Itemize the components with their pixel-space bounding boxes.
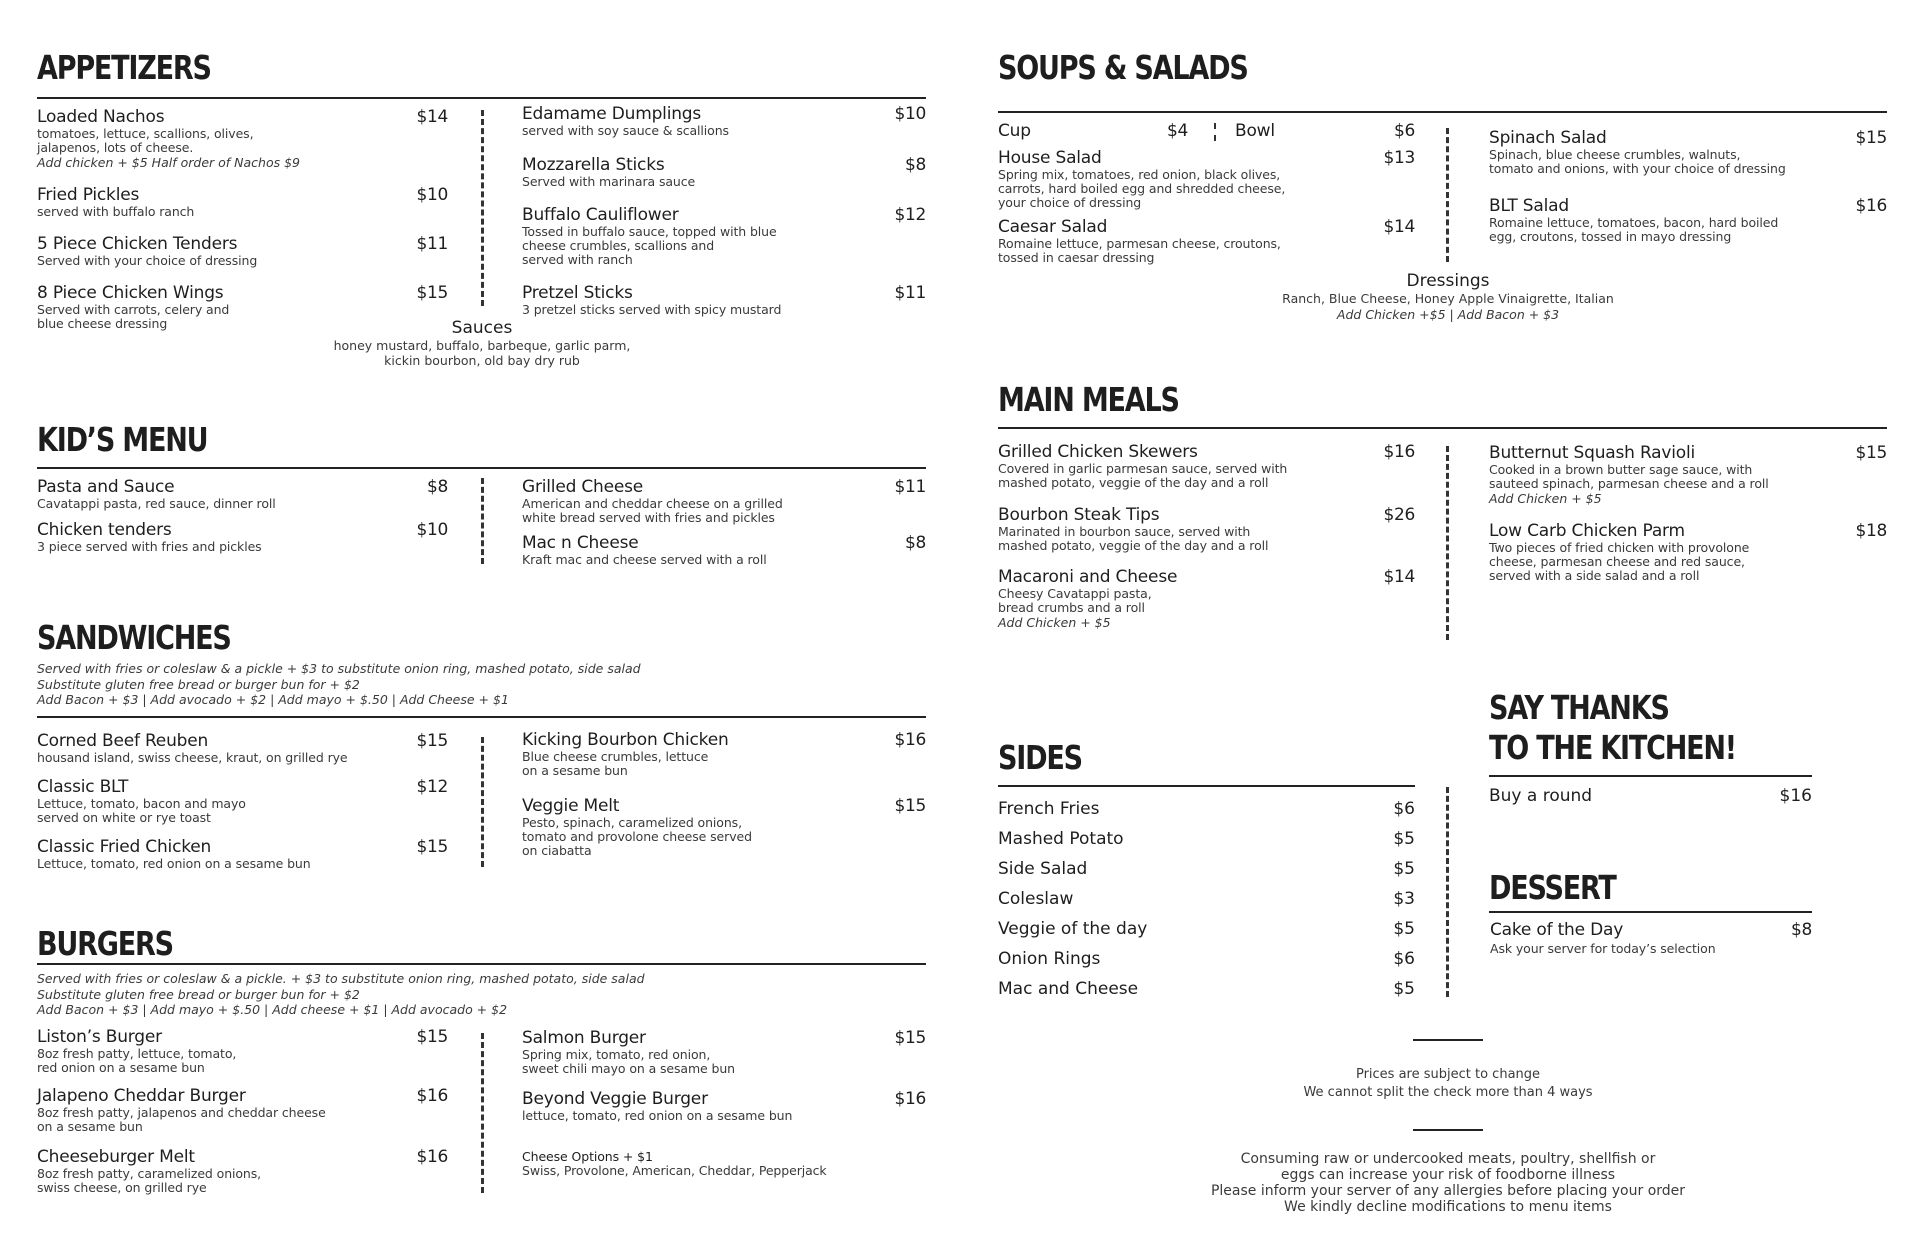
item-name: Liston’s Burger xyxy=(37,1027,162,1047)
item-name: Pasta and Sauce xyxy=(37,477,175,497)
footer-divider-bottom xyxy=(1413,1129,1483,1131)
item-name: Salmon Burger xyxy=(522,1028,646,1048)
item-name: Beyond Veggie Burger xyxy=(522,1089,708,1109)
menu-item-butternut-squash-ravioli xyxy=(1489,443,1887,506)
sauces-title: Sauces xyxy=(451,318,513,338)
dessert-title: DESSERT xyxy=(1489,868,1616,907)
burgers-title: BURGERS xyxy=(37,924,173,963)
item-desc: 3 pretzel sticks served with spicy mustard xyxy=(522,302,782,317)
item-price: $10 xyxy=(416,185,448,205)
cup-price: $4 xyxy=(1166,121,1188,141)
item-name: Caesar Salad xyxy=(998,217,1108,237)
menu-item-salmon-burger xyxy=(522,1028,926,1076)
menu-item-fried-pickles xyxy=(37,185,448,219)
menu-item-kids-chicken-tenders xyxy=(37,520,448,554)
item-price: $11 xyxy=(894,283,926,303)
menu-item-kicking-bourbon-chicken xyxy=(522,730,926,778)
sides-divider xyxy=(1446,787,1449,997)
sandwiches-rule xyxy=(37,716,926,718)
item-name: Veggie Melt xyxy=(522,796,620,816)
item-note: Add Chicken + $5 xyxy=(1489,491,1602,506)
menu-item-mozzarella-sticks xyxy=(522,155,926,189)
item-name: Edamame Dumplings xyxy=(522,104,702,124)
item-desc: housand island, swiss cheese, kraut, on grilled rye xyxy=(37,750,348,765)
item-price: $16 xyxy=(1383,442,1415,462)
item-desc: Kraft mac and cheese served with a roll xyxy=(522,552,767,567)
item-desc: Cooked in a brown butter sage sauce, with sauteed spinach, parmesan cheese and a roll xyxy=(1489,462,1769,491)
item-desc: 8oz fresh patty, jalapenos and cheddar cheese on a sesame bun xyxy=(37,1105,326,1134)
item-note: Add Chicken + $5 xyxy=(998,615,1111,630)
dressings-title: Dressings xyxy=(1406,271,1490,291)
item-desc: Blue cheese crumbles, lettuce on a sesame bun xyxy=(522,749,709,778)
bowl-label: Bowl xyxy=(1235,121,1275,141)
item-name: Corned Beef Reuben xyxy=(37,731,209,751)
item-price: $15 xyxy=(1855,128,1887,148)
item-desc: Spring mix, tomato, red onion, sweet chili mayo on a sesame bun xyxy=(522,1047,736,1076)
item-price: $15 xyxy=(416,283,448,303)
kids-menu-title: KID’S MENU xyxy=(37,420,208,459)
menu-item-edamame-dumplings xyxy=(522,104,926,138)
soup-bowl xyxy=(1235,121,1415,141)
footer-divider-top xyxy=(1413,1039,1483,1041)
item-price: $5 xyxy=(1393,919,1415,939)
menu-item-pasta-and-sauce xyxy=(37,477,448,511)
dressings-text: Ranch, Blue Cheese, Honey Apple Vinaigrette, Italian xyxy=(1282,291,1614,306)
soups-salads-rule xyxy=(998,111,1887,113)
menu-item-low-carb-chicken-parm xyxy=(1489,521,1887,583)
menu-item-buy-a-round xyxy=(1489,786,1812,806)
side-item-mac-and-cheese xyxy=(998,979,1415,999)
menu-item-buffalo-cauliflower xyxy=(522,205,926,267)
cup-bowl-divider xyxy=(1214,123,1216,141)
menu-item-chicken-tenders xyxy=(37,234,448,268)
cheese-options-text: Swiss, Provolone, American, Cheddar, Pepperjack xyxy=(522,1163,827,1178)
item-price: $18 xyxy=(1855,521,1887,541)
menu-item-veggie-melt xyxy=(522,796,926,858)
item-price: $14 xyxy=(1383,567,1415,587)
item-name: Grilled Cheese xyxy=(522,477,644,497)
menu-item-corned-beef-reuben xyxy=(37,731,448,765)
item-name: Butternut Squash Ravioli xyxy=(1489,443,1696,463)
item-desc: lettuce, tomato, red onion on a sesame bun xyxy=(522,1108,793,1123)
item-desc: tomatoes, lettuce, scallions, olives, jalapenos, lots of cheese. xyxy=(37,126,254,155)
dressings-block xyxy=(1198,271,1698,324)
kids-menu-rule xyxy=(37,467,926,469)
item-name: Grilled Chicken Skewers xyxy=(998,442,1198,462)
item-price: $3 xyxy=(1393,889,1415,909)
burgers-rule xyxy=(37,963,926,965)
item-price: $15 xyxy=(416,1027,448,1047)
item-desc: served with buffalo ranch xyxy=(37,204,195,219)
item-price: $14 xyxy=(1383,217,1415,237)
item-desc: Served with your choice of dressing xyxy=(37,253,258,268)
item-name: Buy a round xyxy=(1489,786,1593,806)
menu-item-loaded-nachos xyxy=(37,107,448,170)
item-price: $15 xyxy=(416,837,448,857)
sandwiches-title: SANDWICHES xyxy=(37,618,231,657)
side-item-side-salad xyxy=(998,859,1415,879)
menu-item-grilled-cheese xyxy=(522,477,926,525)
say-thanks-title xyxy=(1489,688,1736,768)
item-price: $11 xyxy=(894,477,926,497)
menu-item-classic-fried-chicken xyxy=(37,837,448,871)
item-price: $8 xyxy=(904,533,926,553)
menu-item-macaroni-and-cheese xyxy=(998,567,1415,630)
item-price: $5 xyxy=(1393,829,1415,849)
item-name: Mashed Potato xyxy=(998,829,1124,849)
sauces-block xyxy=(282,318,682,368)
item-desc: Romaine lettuce, parmesan cheese, croutons, tossed in caesar dressing xyxy=(998,236,1281,265)
item-price: $5 xyxy=(1393,979,1415,999)
appetizers-rule xyxy=(37,97,926,99)
item-price: $11 xyxy=(416,234,448,254)
main-meals-divider xyxy=(1446,446,1449,640)
item-name: Veggie of the day xyxy=(998,919,1148,939)
item-name: French Fries xyxy=(998,799,1100,819)
side-item-veggie-of-the-day xyxy=(998,919,1415,939)
soups-salads-divider xyxy=(1446,128,1449,262)
burgers-divider xyxy=(481,1033,484,1193)
item-name: Mozzarella Sticks xyxy=(522,155,665,175)
item-price: $12 xyxy=(894,205,926,225)
item-desc: Cavatappi pasta, red sauce, dinner roll xyxy=(37,496,276,511)
side-item-french-fries xyxy=(998,799,1415,819)
item-desc: Served with carrots, celery and blue cheese dressing xyxy=(37,302,230,331)
menu-item-house-salad xyxy=(998,148,1415,210)
item-price: $6 xyxy=(1393,949,1415,969)
item-desc: Cheesy Cavatappi pasta, bread crumbs and a roll xyxy=(998,586,1152,615)
sandwiches-notes: Served with fries or coleslaw & a pickle + $3 to substitute onion ring, mashed potato, side salad Substitute gluten free bread or burger bun for + $2 Add Bacon + $3 | Add avocado + $2 | Add mayo + $.50 | Add Cheese + $1 xyxy=(37,661,641,707)
menu-item-grilled-chicken-skewers xyxy=(998,442,1415,490)
item-name: Classic BLT xyxy=(37,777,129,797)
side-item-onion-rings xyxy=(998,949,1415,969)
item-price: $8 xyxy=(904,155,926,175)
dressings-note: Add Chicken +$5 | Add Bacon + $3 xyxy=(1336,307,1560,322)
item-name: Jalapeno Cheddar Burger xyxy=(37,1086,246,1106)
item-name: Buffalo Cauliflower xyxy=(522,205,679,225)
sandwiches-divider xyxy=(481,737,484,867)
soups-salads-title: SOUPS & SALADS xyxy=(998,48,1248,87)
main-meals-title: MAIN MEALS xyxy=(998,380,1179,419)
item-price: $16 xyxy=(416,1147,448,1167)
item-name: Loaded Nachos xyxy=(37,107,165,127)
item-name: Cake of the Day xyxy=(1490,920,1624,940)
item-price: $15 xyxy=(1855,443,1887,463)
item-price: $15 xyxy=(894,796,926,816)
item-name: Fried Pickles xyxy=(37,185,140,205)
prices-note: Prices are subject to change We cannot split the check more than 4 ways xyxy=(1303,1067,1593,1100)
sides-title: SIDES xyxy=(998,738,1082,777)
item-name: Mac n Cheese xyxy=(522,533,639,553)
item-price: $6 xyxy=(1393,799,1415,819)
cheese-options xyxy=(522,1150,926,1178)
item-desc: Covered in garlic parmesan sauce, served with mashed potato, veggie of the day and a roll xyxy=(998,461,1288,490)
item-desc: Lettuce, tomato, red onion on a sesame bun xyxy=(37,856,311,871)
item-desc: Served with marinara sauce xyxy=(522,174,696,189)
say-thanks-line-1: SAY THANKS xyxy=(1489,688,1669,727)
menu-item-blt-salad xyxy=(1489,196,1887,244)
sides-rule xyxy=(998,785,1415,787)
menu-item-mac-n-cheese xyxy=(522,533,926,567)
side-item-coleslaw xyxy=(998,889,1415,909)
item-desc: Marinated in bourbon sauce, served with mashed potato, veggie of the day and a roll xyxy=(998,524,1269,553)
menu-item-pretzel-sticks xyxy=(522,283,926,317)
item-price: $10 xyxy=(416,520,448,540)
item-name: Chicken tenders xyxy=(37,520,172,540)
item-name: BLT Salad xyxy=(1489,196,1569,216)
appetizers-divider xyxy=(481,110,484,306)
item-note: Add chicken + $5 Half order of Nachos $9 xyxy=(37,155,300,170)
item-desc: Spring mix, tomatoes, red onion, black olives, carrots, hard boiled egg and shredded cheese, your choice of dressing xyxy=(998,167,1286,210)
item-name: Spinach Salad xyxy=(1489,128,1607,148)
item-price: $26 xyxy=(1383,505,1415,525)
item-name: Onion Rings xyxy=(998,949,1101,969)
item-desc: Spinach, blue cheese crumbles, walnuts, tomato and onions, with your choice of dressing xyxy=(1489,147,1786,176)
item-name: Coleslaw xyxy=(998,889,1074,909)
item-price: $8 xyxy=(426,477,448,497)
item-name: Pretzel Sticks xyxy=(522,283,633,303)
item-desc: Tossed in buffalo sauce, topped with blue cheese crumbles, scallions and served with ranch xyxy=(522,224,777,267)
item-desc: 8oz fresh patty, lettuce, tomato, red onion on a sesame bun xyxy=(37,1046,237,1075)
soup-cup xyxy=(998,121,1188,141)
item-name: Mac and Cheese xyxy=(998,979,1139,999)
item-desc: 3 piece served with fries and pickles xyxy=(37,539,262,554)
bowl-price: $6 xyxy=(1393,121,1415,141)
item-desc: American and cheddar cheese on a grilled white bread served with fries and pickles xyxy=(522,496,783,525)
cheese-options-title: Cheese Options + $1 xyxy=(522,1149,653,1164)
menu-item-spinach-salad xyxy=(1489,128,1887,176)
item-price: $16 xyxy=(894,1089,926,1109)
item-price: $10 xyxy=(894,104,926,124)
item-name: Classic Fried Chicken xyxy=(37,837,212,857)
say-thanks-line-2: TO THE KITCHEN! xyxy=(1489,728,1736,767)
item-desc: Two pieces of fried chicken with provolone cheese, parmesan cheese and red sauce, served with a side salad and a roll xyxy=(1489,540,1750,583)
item-price: $16 xyxy=(1855,196,1887,216)
item-desc: 8oz fresh patty, caramelized onions, swiss cheese, on grilled rye xyxy=(37,1166,262,1195)
item-desc: Ask your server for today’s selection xyxy=(1490,941,1716,956)
menu-item-beyond-veggie-burger xyxy=(522,1089,926,1123)
item-name: Cheeseburger Melt xyxy=(37,1147,195,1167)
item-price: $15 xyxy=(416,731,448,751)
item-name: House Salad xyxy=(998,148,1102,168)
dessert-rule xyxy=(1489,911,1812,913)
item-name: 8 Piece Chicken Wings xyxy=(37,283,224,303)
item-desc: served with soy sauce & scallions xyxy=(522,123,729,138)
menu-item-caesar-salad xyxy=(998,217,1415,265)
burgers-notes: Served with fries or coleslaw & a pickle. + $3 to substitute onion ring, mashed potato, side salad Substitute gluten free bread or burger bun for + $2 Add Bacon + $3 | Add mayo + $.50 | Add cheese + $1 | Add avocado + $2 xyxy=(37,971,645,1017)
menu-item-cake-of-the-day xyxy=(1490,920,1812,956)
item-name: Low Carb Chicken Parm xyxy=(1489,521,1685,541)
item-price: $16 xyxy=(1779,786,1812,806)
item-price: $5 xyxy=(1393,859,1415,879)
appetizers-title: APPETIZERS xyxy=(37,48,211,87)
item-name: Kicking Bourbon Chicken xyxy=(522,730,729,750)
item-name: Macaroni and Cheese xyxy=(998,567,1178,587)
item-price: $16 xyxy=(894,730,926,750)
side-item-mashed-potato xyxy=(998,829,1415,849)
item-price: $14 xyxy=(416,107,448,127)
sauces-text: honey mustard, buffalo, barbeque, garlic parm, kickin bourbon, old bay dry rub xyxy=(333,338,631,368)
menu-item-classic-blt xyxy=(37,777,448,825)
kids-menu-divider xyxy=(481,478,484,564)
menu-item-bourbon-steak-tips xyxy=(998,505,1415,553)
item-name: Bourbon Steak Tips xyxy=(998,505,1160,525)
menu-item-cheeseburger-melt xyxy=(37,1147,448,1195)
item-desc: Lettuce, tomato, bacon and mayo served on white or rye toast xyxy=(37,796,246,825)
cup-label: Cup xyxy=(998,121,1031,141)
menu-item-listons-burger xyxy=(37,1027,448,1075)
item-price: $13 xyxy=(1383,148,1415,168)
item-price: $8 xyxy=(1790,920,1812,940)
item-desc: Pesto, spinach, caramelized onions, tomato and provolone cheese served on ciabatta xyxy=(522,815,752,858)
menu-item-jalapeno-cheddar-burger xyxy=(37,1086,448,1134)
allergy-warning: Consuming raw or undercooked meats, poultry, shellfish or eggs can increase your risk of foodborne illness Please inform your server of any allergies before placing your order We kindly decline modifications to menu items xyxy=(1210,1151,1686,1215)
item-price: $12 xyxy=(416,777,448,797)
main-meals-rule xyxy=(998,427,1887,429)
item-price: $16 xyxy=(416,1086,448,1106)
item-name: 5 Piece Chicken Tenders xyxy=(37,234,238,254)
item-price: $15 xyxy=(894,1028,926,1048)
item-desc: Romaine lettuce, tomatoes, bacon, hard boiled egg, croutons, tossed in mayo dressing xyxy=(1489,215,1779,244)
say-thanks-rule xyxy=(1489,775,1812,777)
item-name: Side Salad xyxy=(998,859,1088,879)
